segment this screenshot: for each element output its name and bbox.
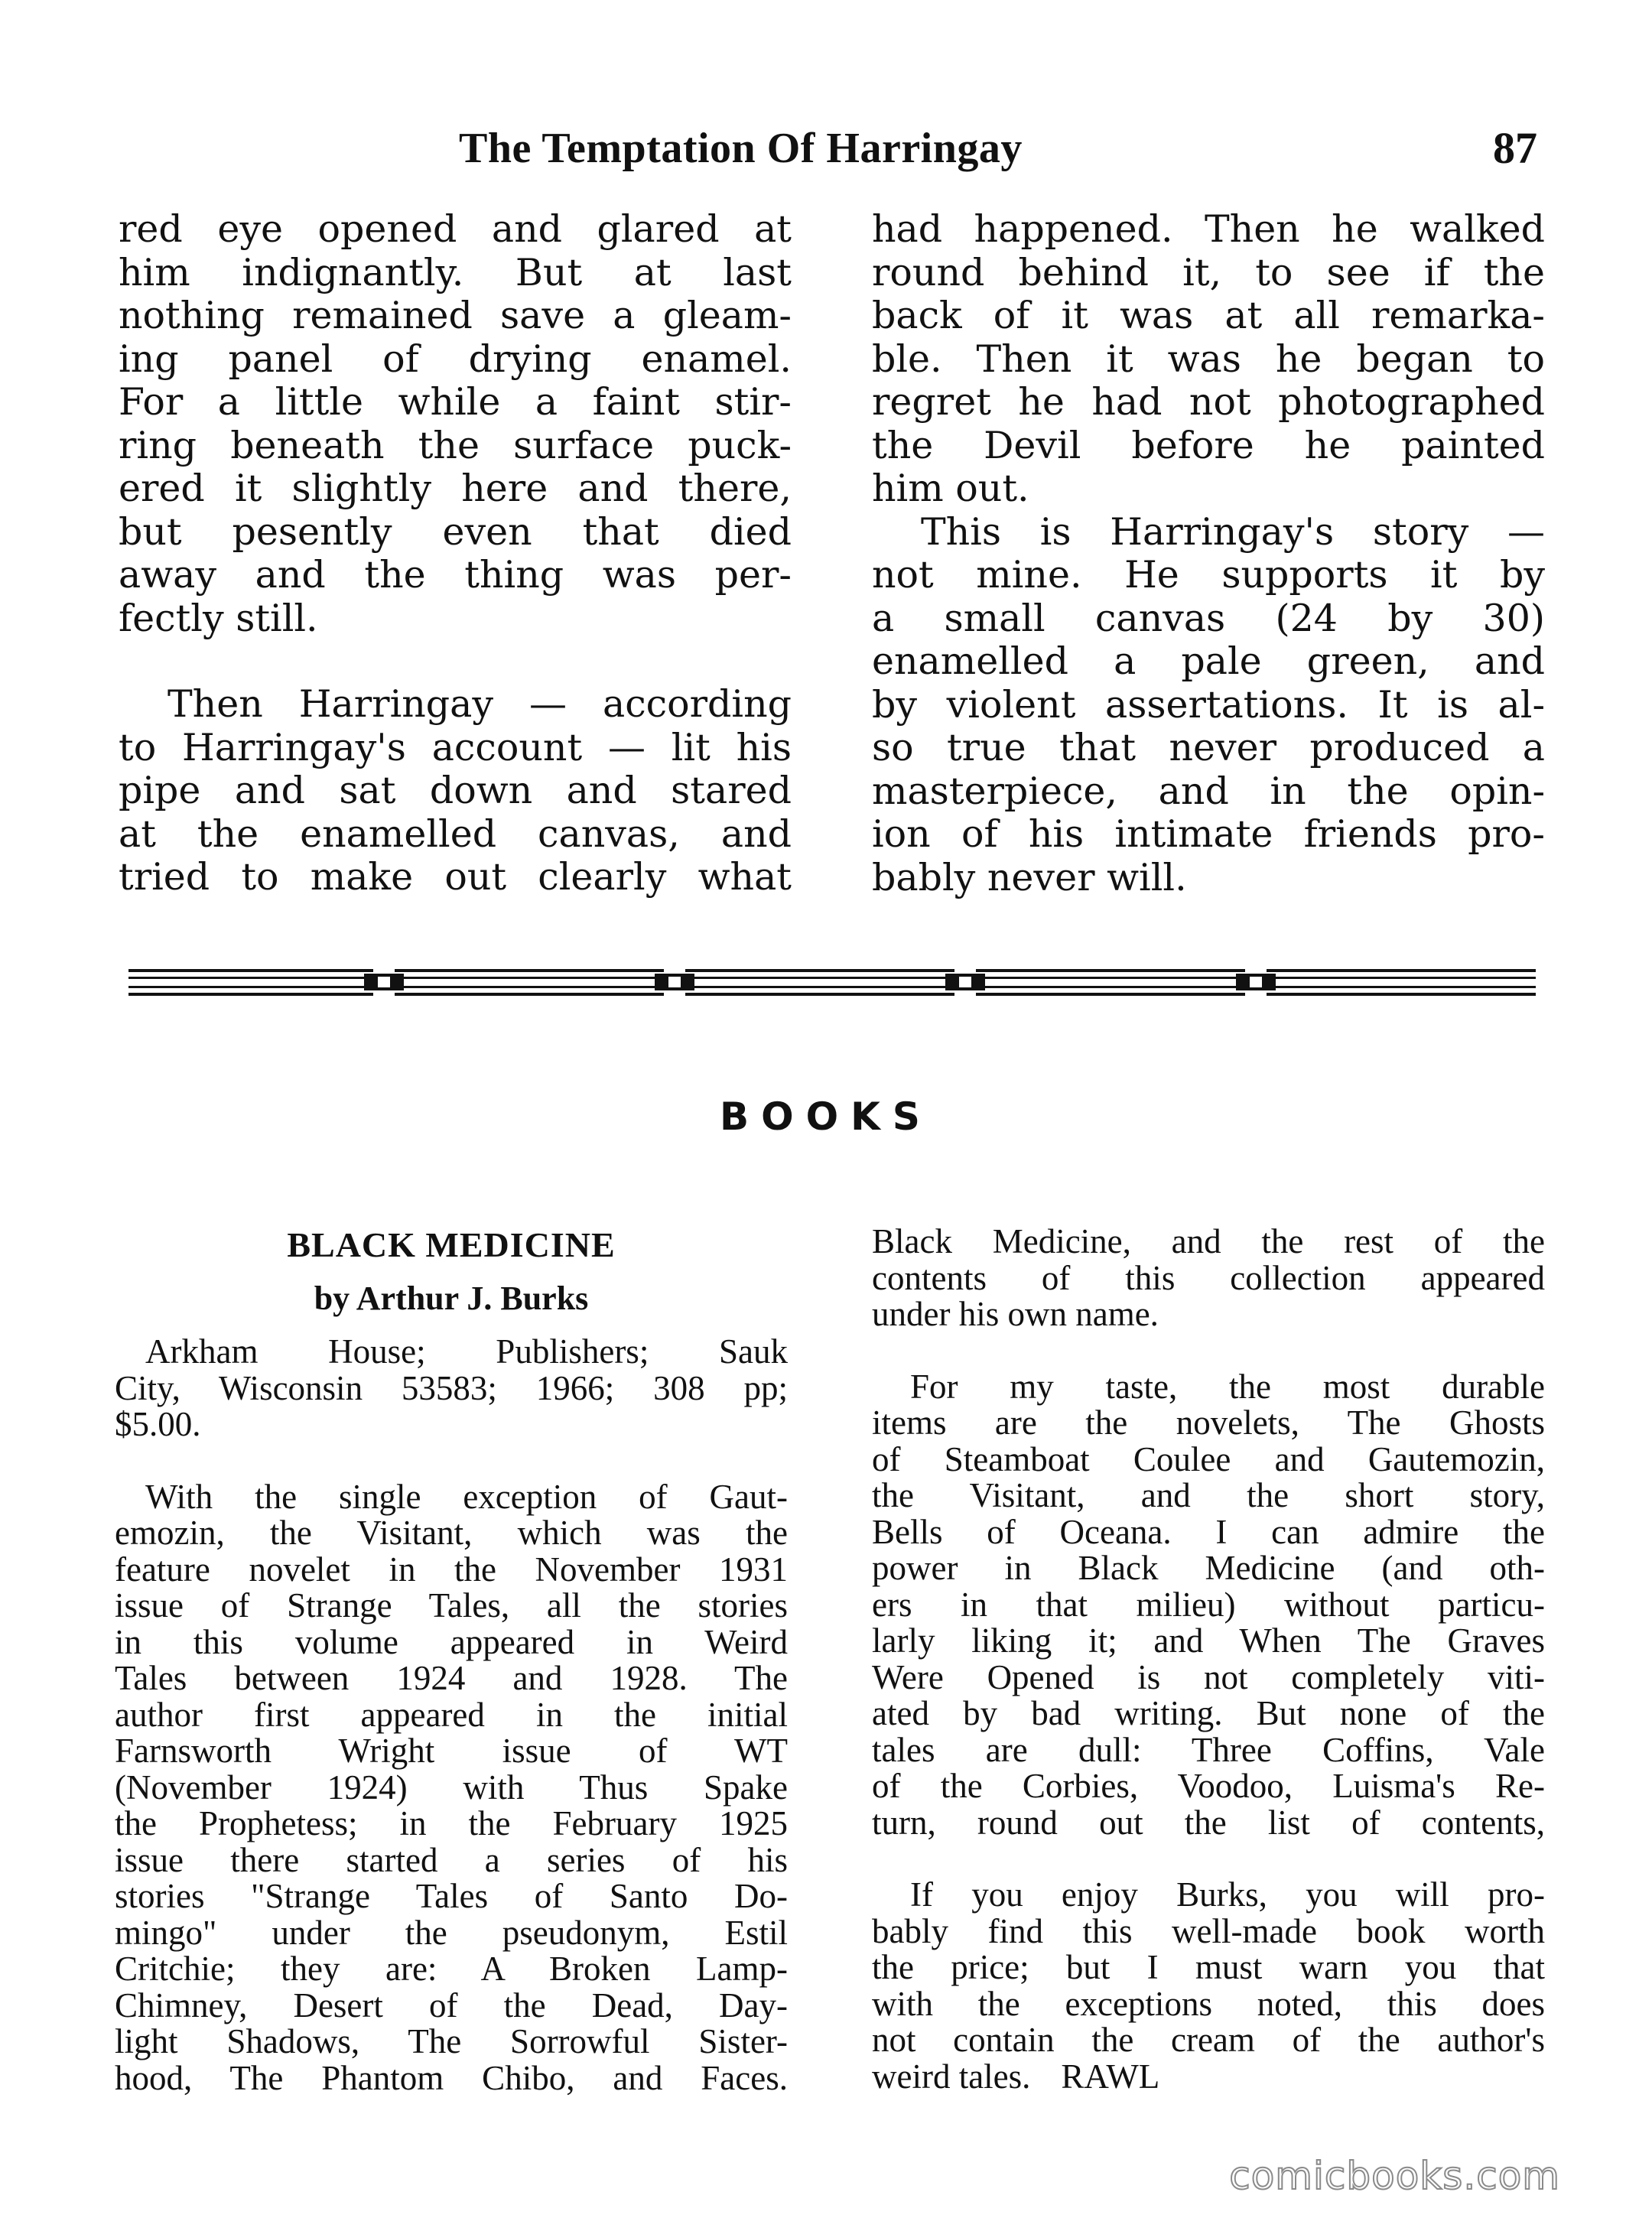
text-line: If you enjoy Burks, you will pro- — [910, 1875, 1545, 1914]
review-title: BLACK MEDICINE — [287, 1225, 616, 1264]
text-line: nothing remained save a gleam- — [119, 294, 792, 337]
text-line: With the single exception of Gaut- — [145, 1477, 788, 1516]
text-line: This is Harringay's story — — [921, 509, 1545, 554]
text-line: to Harringay's account — lit his — [119, 725, 792, 769]
text-line: Bells of Oceana. I can admire the — [872, 1512, 1545, 1551]
text-line: feature novelet in the November 1931 — [115, 1550, 788, 1589]
publisher-info — [115, 1334, 788, 1443]
text-line: Arkham House; Publishers; Sauk — [145, 1332, 788, 1371]
text-line: ated by bad writing. But none of the — [872, 1694, 1545, 1732]
text-line — [872, 2059, 1545, 2096]
text-line: at the enamelled canvas, and — [119, 811, 792, 856]
text-line: under his own name. — [872, 1295, 1159, 1333]
text-line: emozin, the Visitant, which was the — [115, 1514, 788, 1552]
closing-text: weird tales. — [872, 2057, 1031, 2096]
text-line: ing panel of drying enamel. — [119, 337, 792, 381]
text-line: not contain the cream of the author's — [872, 2021, 1545, 2059]
text-line: red eye opened and glared at — [119, 207, 792, 251]
text-line: For a little while a faint stir- — [119, 380, 792, 424]
text-line: away and the thing was per- — [119, 553, 792, 597]
text-line: fectly still. — [119, 596, 318, 640]
running-title: The Temptation Of Harringay — [459, 125, 1023, 172]
review-paragraph — [115, 1479, 788, 2097]
text-line: $5.00. — [115, 1405, 201, 1443]
text-line: mingo" under the pseudonym, Estil — [115, 1913, 788, 1952]
story-paragraph — [872, 511, 1545, 900]
text-line: masterpiece, and in the opin- — [872, 769, 1545, 813]
text-line: bably never will. — [872, 855, 1187, 899]
text-line: bably find this well-made book worth — [872, 1911, 1545, 1950]
text-line: items are the novelets, The Ghosts — [872, 1403, 1545, 1442]
text-line: round behind it, to see if the — [872, 250, 1545, 294]
text-line: the Devil before he painted — [872, 423, 1545, 467]
text-line: in this volume appeared in Weird — [115, 1622, 788, 1661]
text-line: ion of his intimate friends pro- — [872, 812, 1545, 856]
watermark: comicbooks.com — [1229, 2154, 1560, 2198]
text-line: contents of this collection appeared — [872, 1258, 1545, 1297]
text-line: Were Opened is not completely viti- — [872, 1657, 1545, 1696]
section-heading: BOOKS — [720, 1094, 932, 1139]
text-line: him out. — [872, 467, 1029, 510]
text-line: back of it was at all remarka- — [872, 294, 1545, 337]
text-line: tried to make out clearly what — [119, 855, 792, 899]
text-line: stories "Strange Tales of Santo Do- — [115, 1877, 788, 1915]
text-line: light Shadows, The Sorrowful Sister- — [115, 2022, 788, 2060]
text-line: author first appeared in the initial — [115, 1695, 788, 1734]
text-line: the Visitant, and the short story, — [872, 1476, 1545, 1514]
text-line: ers in that milieu) without particu- — [872, 1585, 1545, 1624]
text-line: tales are dull: Three Coffins, Vale — [872, 1730, 1545, 1769]
story-paragraph — [119, 683, 792, 899]
text-line: For my taste, the most durable — [910, 1367, 1545, 1406]
text-line: turn, round out the list of contents, — [872, 1803, 1545, 1842]
review-paragraph — [872, 1877, 1545, 2095]
text-line: of Steamboat Coulee and Gautemozin, — [872, 1439, 1545, 1478]
text-line: by violent assertations. It is al- — [872, 682, 1545, 727]
text-line: Chimney, Desert of the Dead, Day- — [115, 1985, 788, 2024]
text-line: him indignantly. But at last — [119, 250, 792, 294]
text-line: issue of Strange Tales, all the stories — [115, 1586, 788, 1624]
text-line: with the exceptions noted, this does — [872, 1984, 1545, 2023]
story-column-left — [119, 208, 792, 899]
text-line: ered it slightly here and there, — [119, 467, 792, 510]
page-number: 87 — [1493, 123, 1537, 173]
review-author: by Arthur J. Burks — [314, 1280, 589, 1317]
text-line: issue there started a series of his — [115, 1840, 788, 1879]
text-line: (November 1924) with Thus Spake — [115, 1768, 788, 1807]
text-line: pipe and sat down and stared — [119, 769, 792, 812]
text-line: Tales between 1924 and 1928. The — [115, 1659, 788, 1697]
review-paragraph — [872, 1224, 1545, 1333]
story-paragraph — [119, 208, 792, 640]
text-line: hood, The Phantom Chibo, and Faces. — [115, 2058, 788, 2097]
reviewer-signature: RAWL — [1061, 2057, 1160, 2096]
text-line: larly liking it; and When The Graves — [872, 1621, 1545, 1660]
text-line: the Prophetess; in the February 1925 — [115, 1804, 788, 1842]
text-line: of the Corbies, Voodoo, Luisma's Re- — [872, 1767, 1545, 1805]
story-paragraph — [872, 208, 1545, 511]
text-line: so true that never produced a — [872, 726, 1545, 769]
text-line: power in Black Medicine (and oth- — [872, 1549, 1545, 1587]
text-line: the price; but I must warn you that — [872, 1948, 1545, 1986]
story-column-right — [872, 208, 1545, 899]
text-line: but pesently even that died — [119, 509, 792, 554]
ornamental-divider — [128, 960, 1536, 1006]
text-line: a small canvas (24 by 30) — [872, 596, 1545, 640]
text-line: City, Wisconsin 53583; 1966; 308 pp; — [115, 1368, 788, 1407]
text-line: not mine. He supports it by — [872, 553, 1545, 597]
text-line: ring beneath the surface puck- — [119, 423, 792, 467]
text-line: enamelled a pale green, and — [872, 639, 1545, 683]
review-column-right — [872, 1224, 1545, 2095]
review-column-left — [115, 1224, 788, 2096]
text-line: had happened. Then he walked — [872, 207, 1545, 251]
text-line: Black Medicine, and the rest of the — [872, 1222, 1545, 1260]
text-line: Then Harringay — according — [167, 682, 792, 726]
text-line: ble. Then it was he began to — [872, 337, 1545, 381]
text-line: Critchie; they are: A Broken Lamp- — [115, 1950, 788, 1988]
text-line: regret he had not photographed — [872, 380, 1545, 424]
text-line: Farnsworth Wright issue of WT — [115, 1732, 788, 1770]
review-paragraph — [872, 1369, 1545, 1842]
